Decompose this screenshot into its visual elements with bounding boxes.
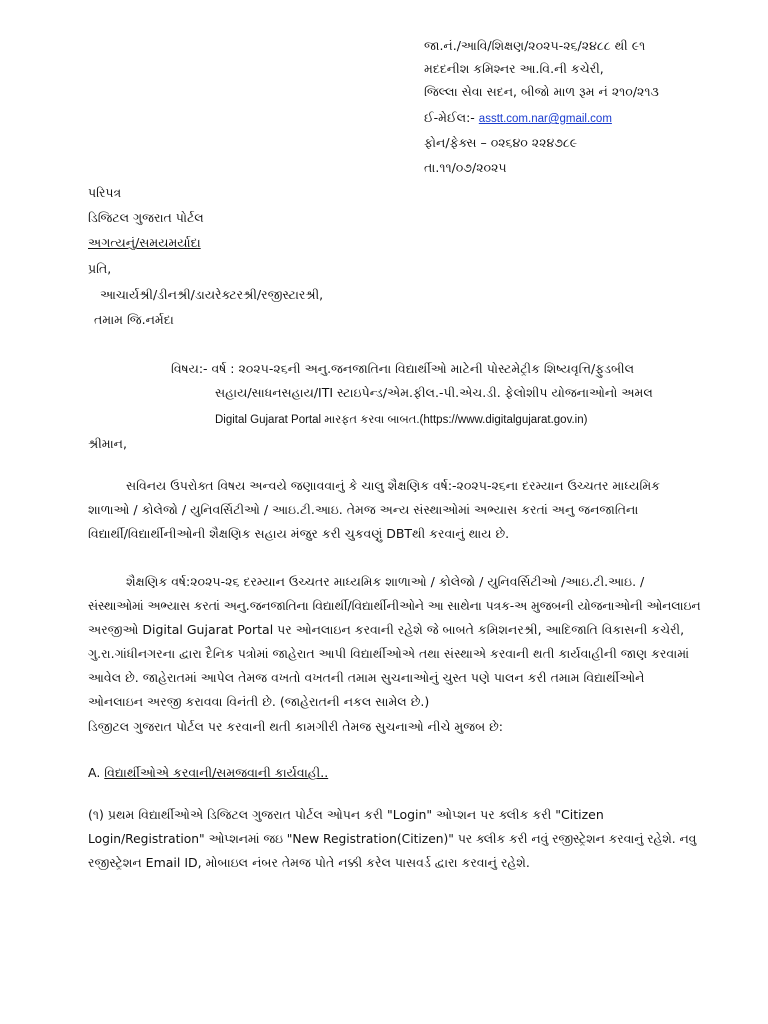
section-a-heading bbox=[88, 765, 328, 781]
paragraph-2-line: ગુ.રા.ગાંધીનગરના દ્વારા દૈનિક પત્રોમાં જાહેરાત આપી વિદ્યાર્થીઓએ તથા સંસ્થાએ કરવાની થતી કાર્યવાહીની જાણ કરવામાં bbox=[88, 646, 690, 661]
letter-date: તા.૧૧/૦૭/૨૦૨૫ bbox=[424, 160, 507, 175]
paragraph-4-line: (૧) પ્રથમ વિદ્યાર્થીઓએ ડિજિટલ ગુજરાત પોર્ટલ ઓપન કરી "Login" ઓપ્શન પર ક્લીક કરી "Citizen bbox=[88, 807, 604, 822]
office-name: મદદનીશ કમિશ્નર આ.વિ.ની કચેરી, bbox=[424, 61, 604, 76]
section-a-prefix: A. bbox=[88, 765, 101, 780]
paragraph-2 bbox=[88, 570, 708, 714]
paragraph-4-line: રજીસ્ટ્રેશન Email ID, મોબાઇલ નંબર તેમજ પોતે નક્કી કરેલ પાસવર્ડ દ્વારા કરવાનું રહેશે. bbox=[88, 855, 530, 870]
paragraph-4-line: Login/Registration" ઓપ્શનમાં જઇ "New Registration(Citizen)" પર ક્લીક કરી નવું રજીસ્ટ્રેશન કરવાનું રહેશે. નવુ bbox=[88, 832, 697, 846]
recipients: આચાર્યશ્રી/ડીનશ્રી/ડાયરેક્ટરશ્રી/રજીસ્ટારશ્રી, bbox=[100, 287, 324, 302]
email-row bbox=[424, 110, 612, 127]
prati-label: પ્રતિ, bbox=[88, 261, 112, 276]
paragraph-4 bbox=[88, 803, 708, 875]
paragraph-1-line: વિદ્યાર્થી/વિદ્યાર્થીનીઓની શૈક્ષણિક સહાય મંજુર કરી ચુકવણું DBTથી કરવાનું થાય છે. bbox=[88, 526, 510, 541]
reference-number: જા.નં./આવિ/શિક્ષણ/૨૦૨૫-૨૬/૨૪૮૮ થી ૯૧ bbox=[424, 38, 646, 53]
email-label: ઈ-મેઈલ:- bbox=[424, 110, 475, 125]
phone-fax: ફોન/ફેક્સ – ૦૨૬૪૦ ૨૨૪૭૮૯ bbox=[424, 135, 578, 150]
paragraph-2-line: અરજીઓ Digital Gujarat Portal પર ઓનલાઇન કરવાની રહેશે જે બાબતે કમિશનરશ્રી, આદિજાતિ વિકાસની કચેરી, bbox=[88, 622, 685, 637]
salutation: શ્રીમાન, bbox=[88, 436, 127, 451]
subject-line-3: Digital Gujarat Portal મારફત કરવા બાબત.(https://www.digitalgujarat.gov.in) bbox=[215, 414, 588, 426]
subject-line-2: સહાય/સાધનસહાય/ITI સ્ટાઇપેન્ડ/એમ.ફીલ.-પી.એચ.ડી. ફેલોશીપ યોજનાઓનો અમલ bbox=[215, 385, 653, 400]
paragraph-1-line: શાળાઓ / કોલેજો / યુનિવર્સિટીઓ / આઇ.ટી.આઇ. તેમજ અન્ય સંસ્થાઓમાં અભ્યાસ કરતાં અનુ જનજાતિના bbox=[88, 502, 639, 517]
section-a-title: વિદ્યાર્થીઓએ કરવાની/સમજવાની કાર્યવાહી.. bbox=[104, 765, 329, 780]
urgency-label: અગત્યનું/સમયમર્યાદા bbox=[88, 235, 201, 250]
paragraph-2-line: શૈક્ષણિક વર્ષ:૨૦૨૫-૨૬ દરમ્યાન ઉચ્ચતર માધ્યમિક શાળાઓ / કોલેજો / યુનિવર્સિટીઓ /આઇ.ટી.આઇ. / bbox=[126, 574, 645, 589]
paragraph-2-line: ઓનલાઇન અરજી કરાવવા વિનંતી છે. (જાહેરાતની નકલ સામેલ છે.) bbox=[88, 694, 430, 709]
district-recipients: તમામ જિ.નર્મદા bbox=[94, 312, 174, 327]
office-address: જિલ્લા સેવા સદન, બીજો માળ રૂમ નં ૨૧૦/૨૧૩ bbox=[424, 84, 659, 99]
paragraph-2-line: સંસ્થાઓમાં અભ્યાસ કરતાં અનુ.જનજાતિના વિદ્યાર્થી/વિદ્યાર્થીનીઓને આ સાથેના પત્રક-અ મુજબની યોજનાઓની ઓનલાઇન bbox=[88, 599, 701, 613]
paragraph-1 bbox=[88, 474, 708, 546]
circular-label: પરિપત્ર bbox=[88, 185, 122, 200]
paragraph-1-line: સવિનય ઉપરોક્ત વિષય અન્વયે જણાવવાનું કે ચાલુ શૈક્ષણિક વર્ષ:-૨૦૨૫-૨૬ના દરમ્યાન ઉચ્ચતર માધ્યમિક bbox=[126, 478, 660, 493]
paragraph-2-line: આવેલ છે. જાહેરાતમાં આપેલ તેમજ વખતો વખતની તમામ સુચનાઓનું ચુસ્ત પણે પાલન કરી તમામ વિદ્યાર્થીઓને bbox=[88, 670, 645, 685]
email-link[interactable]: asstt.com.nar@gmail.com bbox=[478, 113, 612, 125]
subject-line-1: વિષય:- વર્ષ : ૨૦૨૫-૨૬ની અનુ.જનજાતિના વિદ્યાર્થીઓ માટેની પોસ્ટમેટ્રીક શિષ્યવૃત્તિ/ફુડબીલ bbox=[171, 361, 635, 376]
portal-label: ડિજિટલ ગુજરાત પોર્ટલ bbox=[88, 210, 204, 225]
paragraph-3: ડિજીટલ ગુજરાત પોર્ટલ પર કરવાની થતી કામગીરી તેમજ સુચનાઓ નીચે મુજબ છે: bbox=[88, 719, 503, 734]
